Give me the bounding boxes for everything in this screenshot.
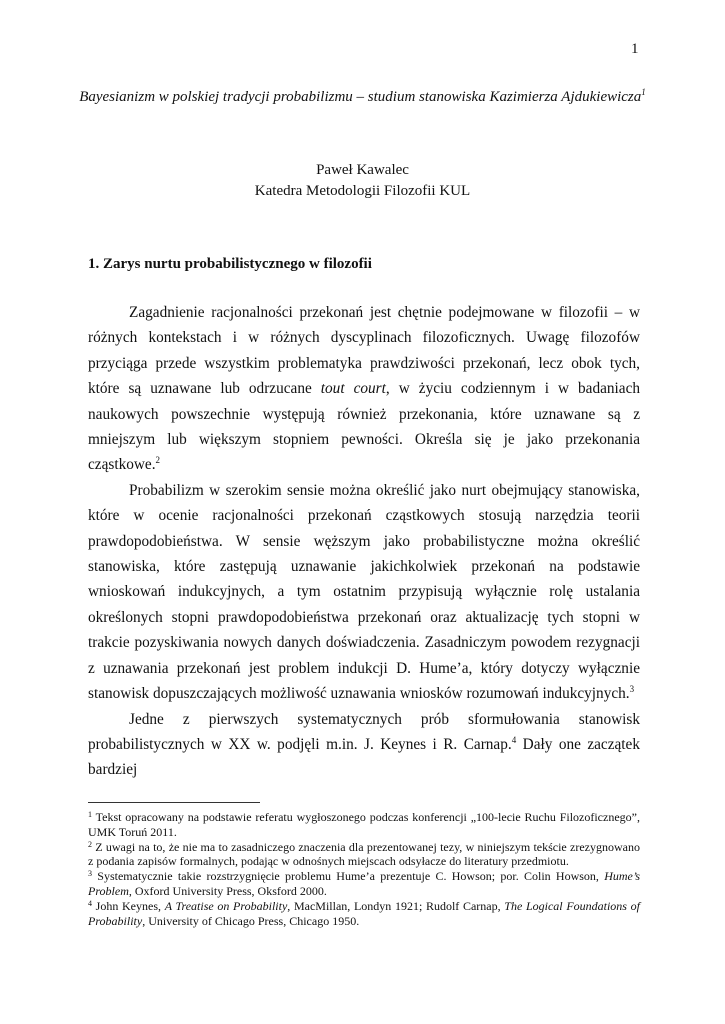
paragraph-2: [88, 478, 640, 707]
paragraph-2-text: Probabilizm w szerokim sensie można określić jako nurt obejmujący stanowiska, które w ocenie racjonalności przekonań cząstkowych stosują narzędzia teorii prawdopodobieństwa. W sensie węższym jako probabilistyczne można określić stanowiska, które zastępują uznawanie jakichkolwiek przekonań na podstawie wnioskowań indukcyjnych, a tym ostatnim przypisują wyłącznie rolę ustalania określonych stopni prawdopodobieństwa przekonań oraz aktualizację tych stopni w trakcie pozyskiwania nowych danych doświadczenia. Zasadniczym powodem rezygnacji z uznawania przekonań jest problem indukcji D. Hume’a, który dotyczy wyłącznie stanowisk dopuszczających możliwość uznawania wniosków rozumowań indukcyjnych.: [88, 481, 640, 703]
footnote-3-mark: 3: [88, 869, 92, 879]
footnote-1: [88, 810, 640, 840]
body-text: [88, 300, 640, 783]
paragraph-3: [88, 707, 640, 783]
footnote-3-text-a: Systematycznie takie rozstrzygnięcie problemu Hume’a prezentuje C. Howson; por. Colin Howson,: [92, 869, 605, 884]
title-text: Bayesianizm w polskiej tradycji probabilizmu – studium stanowiska Kazimierza Ajdukiewicza: [79, 89, 642, 105]
footnote-4-text-a: John Keynes,: [92, 898, 165, 913]
paper-title: [60, 83, 665, 111]
footnote-2-text: Z uwagi na to, że nie ma to zasadniczego znaczenia dla prezentowanej tezy, w niniejszym tekście zrezygnowano z podania zapisów formalnych, podając w odnośnych miejscach odsyłacze do literatury przedmiotu.: [88, 839, 640, 869]
footnote-1-mark: 1: [88, 810, 92, 819]
footnote-ref-2: 2: [155, 455, 161, 466]
footnote-2: [88, 840, 640, 870]
footnote-3-text-b: , Oxford University Press, Oksford 2000.: [128, 883, 327, 898]
footnote-4: [88, 899, 640, 929]
author-name: Paweł Kawalec: [316, 162, 409, 178]
paragraph-3-text-b: Dały one zaczątek bardziej: [88, 735, 640, 779]
footnote-divider: [88, 802, 260, 803]
author-affiliation: Katedra Metodologii Filozofii KUL: [254, 183, 471, 199]
footnote-ref-4: 4: [511, 734, 517, 745]
footnote-ref-1: 1: [641, 87, 646, 97]
author-block: [60, 160, 665, 202]
footnote-4-mark: 4: [88, 898, 92, 908]
paragraph-1: [88, 300, 640, 478]
footnote-3: [88, 869, 640, 899]
paragraph-1-italic: tout court: [320, 380, 386, 398]
footnotes: [88, 810, 640, 928]
footnote-4-italic-2: The Logical Foundations of Probability: [88, 898, 640, 928]
paragraph-1-text-b: , w życiu codziennym i w badaniach naukowych powszechnie występują również przekonania, które uznawane są z mniejszym lub większym stopniem pewności. Określa się je jako przekonania cząstkowe.: [88, 380, 641, 474]
footnote-1-text: Tekst opracowany na podstawie referatu wygłoszonego podczas konferencji „100-lecie Ruchu Filozoficznego”, UMK Toruń 2011.: [88, 810, 640, 839]
paragraph-3-text-a: Jedne z pierwszych systematycznych prób sformułowania stanowisk probabilistycznych w XX w. podjęli m.in. J. Keynes i R. Carnap.: [88, 710, 640, 753]
footnote-4-text-c: , University of Chicago Press, Chicago 1950.: [142, 913, 360, 928]
footnote-4-text-b: , MacMillan, Londyn 1921; Rudolf Carnap,: [287, 898, 505, 913]
footnote-4-italic-1: A Treatise on Probability: [164, 898, 288, 913]
footnote-2-mark: 2: [88, 839, 92, 849]
page-number: 1: [631, 41, 639, 57]
paragraph-1-text-a: Zagadnienie racjonalności przekonań jest chętnie podejmowane w filozofii – w różnych kontekstach i w różnych dyscyplinach filozoficznych. Uwagę filozofów przyciąga przede wszystkim problematyka prawdziwości przekonań, lecz obok tych, które są uznawane lub odrzucane: [88, 304, 640, 398]
section-heading: 1. Zarys nurtu probabilistycznego w filozofii: [88, 256, 372, 272]
footnote-3-italic: Hume’s Problem: [88, 869, 640, 898]
footnote-ref-3: 3: [629, 684, 635, 695]
